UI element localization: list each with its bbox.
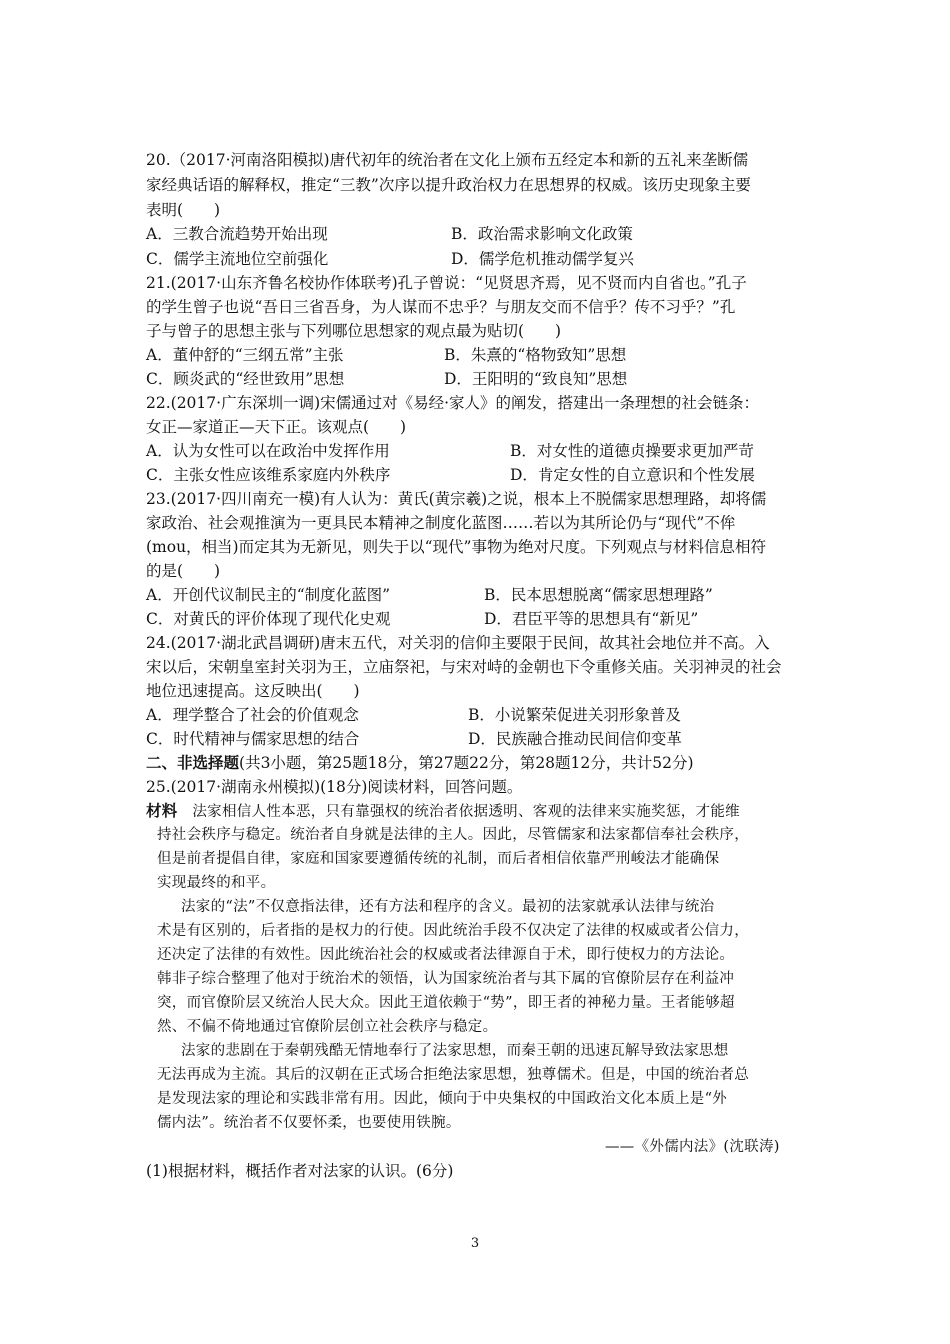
- material-p1-line-3: 但是前者提倡自律，家庭和国家要遵循传统的礼制，而后者相信依靠严刑峻法才能确保: [157, 851, 720, 867]
- q23-line-1: 23.(2017·四川南充一模)有人认为：黄氏(黄宗羲)之说，根本上不脱儒家思想理路，却将儒: [146, 490, 767, 508]
- q21-line-2: 的学生曾子也说“吾日三省吾身，为人谋而不忠乎？与朋友交而不信乎？传不习乎？”孔: [146, 298, 736, 316]
- q23-option-a: A．开创代议制民主的“制度化蓝图”: [146, 586, 391, 604]
- q23-option-b: B．民本思想脱离“儒家思想理路”: [484, 586, 713, 604]
- material-p3-line-4: 儒内法”。统治者不仅要怀柔，也要使用铁腕。: [157, 1115, 461, 1131]
- material-block-line-1: [146, 799, 740, 824]
- q21-option-d: D．王阳明的“致良知”思想: [444, 370, 628, 388]
- q25-sub-question-1: (1)根据材料，概括作者对法家的认识。(6分): [146, 1162, 454, 1180]
- q24-option-d: D．民族融合推动民间信仰变革: [468, 730, 682, 748]
- material-p3-line-1: 法家的悲剧在于秦朝残酷无情地奉行了法家思想，而秦王朝的迅速瓦解导致法家思想: [181, 1043, 729, 1059]
- q21-option-a: A．董仲舒的“三纲五常”主张: [146, 346, 344, 364]
- page-number: 3: [470, 1236, 480, 1251]
- q23-line-3: (mou，相当)而定其为无新见，则失于以“现代”事物为绝对尺度。下列观点与材料信息相符: [146, 538, 766, 556]
- q21-line-3: 子与曾子的思想主张与下列哪位思想家的观点最为贴切( ): [146, 322, 562, 340]
- q22-line-1: 22.(2017·广东深圳一调)宋儒通过对《易经·家人》的阐发，搭建出一条理想的社会链条：: [146, 394, 760, 412]
- q20-line-1: 20.（2017·河南洛阳模拟)唐代初年的统治者在文化上颁布五经定本和新的五礼来垄断儒: [146, 151, 749, 169]
- section-two-note: (共3小题，第25题18分，第27题22分，第28题12分，共计52分): [239, 754, 694, 772]
- q20-option-b: B．政治需求影响文化政策: [451, 225, 633, 243]
- material-p2-line-5: 突，而官僚阶层又统治人民大众。因此王道依赖于“势”，即王者的神秘力量。王者能够超: [157, 995, 735, 1011]
- q21-option-c: C．顾炎武的“经世致用”思想: [146, 370, 345, 388]
- material-p2-line-1: 法家的“法”不仅意指法律，还有方法和程序的含义。最初的法家就承认法律与统治: [181, 899, 715, 915]
- q22-option-b: B．对女性的道德贞操要求更加严苛: [510, 442, 754, 460]
- q24-line-1: 24.(2017·湖北武昌调研)唐末五代，对关羽的信仰主要限于民间，故其社会地位并不高。入: [146, 634, 770, 652]
- q20-line-3: 表明( ): [146, 201, 221, 219]
- material-p3-line-2: 无法再成为主流。其后的汉朝在正式场合拒绝法家思想，独尊儒术。但是，中国的统治者总: [157, 1067, 749, 1083]
- q22-option-d: D．肯定女性的自立意识和个性发展: [510, 466, 755, 484]
- q24-option-c: C．时代精神与儒家思想的结合: [146, 730, 360, 748]
- q20-option-a: A．三教合流趋势开始出现: [146, 225, 328, 243]
- material-source: ——《外儒内法》(沈联涛): [605, 1139, 780, 1155]
- q24-option-b: B．小说繁荣促进关羽形象普及: [468, 706, 681, 724]
- q20-option-c: C．儒学主流地位空前强化: [146, 250, 329, 268]
- material-p3-line-3: 是发现法家的理论和实践非常有用。因此，倾向于中央集权的中国政治文化本质上是“外: [157, 1091, 728, 1107]
- q20-option-d: D．儒学危机推动儒学复兴: [451, 250, 634, 268]
- section-two-heading: [146, 751, 826, 775]
- q22-option-c: C．主张女性应该维系家庭内外秩序: [146, 466, 391, 484]
- q22-line-2: 女正—家道正—天下正。该观点( ): [146, 418, 407, 436]
- q23-line-4: 的是( ): [146, 562, 221, 580]
- q23-line-2: 家政治、社会观推演为一更具民本精神之制度化蓝图……若以为其所论仍与“现代”不侔: [146, 514, 736, 532]
- material-p1-line-2: 持社会秩序与稳定。统治者自身就是法律的主人。因此，尽管儒家和法家都信奉社会秩序，: [157, 827, 749, 843]
- q25-title: 25.(2017·湖南永州模拟)(18分)阅读材料，回答问题。: [146, 778, 523, 796]
- section-two-title: 二、非选择题: [146, 753, 240, 772]
- q20-line-2: 家经典话语的解释权，推定“三教”次序以提升政治权力在思想界的权威。该历史现象主要: [146, 176, 751, 194]
- q22-option-a: A．认为女性可以在政治中发挥作用: [146, 442, 390, 460]
- q21-line-1: 21.(2017·山东齐鲁名校协作体联考)孔子曾说：“见贤思齐焉，见不贤而内自省也。”孔子: [146, 274, 747, 292]
- material-p2-line-4: 韩非子综合整理了他对于统治术的领悟，认为国家统治者与其下属的官僚阶层存在利益冲: [157, 971, 735, 987]
- material-p1-line-1: 法家相信人性本恶，只有靠强权的统治者依据透明、客观的法律来实施奖惩，才能维: [192, 804, 740, 820]
- material-p2-line-2: 术是有区别的，后者指的是权力的行使。因此统治手段不仅决定了法律的权威或者公信力，: [157, 923, 749, 939]
- material-p2-line-6: 然、不偏不倚地通过官僚阶层创立社会秩序与稳定。: [157, 1019, 498, 1035]
- material-label: 材料: [146, 801, 178, 820]
- q23-option-d: D．君臣平等的思想具有“新见”: [484, 610, 699, 628]
- q24-line-3: 地位迅速提高。这反映出( ): [146, 682, 360, 700]
- q24-option-a: A．理学整合了社会的价值观念: [146, 706, 359, 724]
- material-p1-line-4: 实现最终的和平。: [157, 875, 276, 891]
- q23-option-c: C．对黄氏的评价体现了现代化史观: [146, 610, 391, 628]
- q24-line-2: 宋以后，宋朝皇室封关羽为王，立庙祭祀，与宋对峙的金朝也下令重修关庙。关羽神灵的社会: [146, 658, 782, 676]
- q21-option-b: B．朱熹的“格物致知”思想: [444, 346, 627, 364]
- material-p2-line-3: 还决定了法律的有效性。因此统治社会的权威或者法律源自于术，即行使权力的方法论。: [157, 947, 735, 963]
